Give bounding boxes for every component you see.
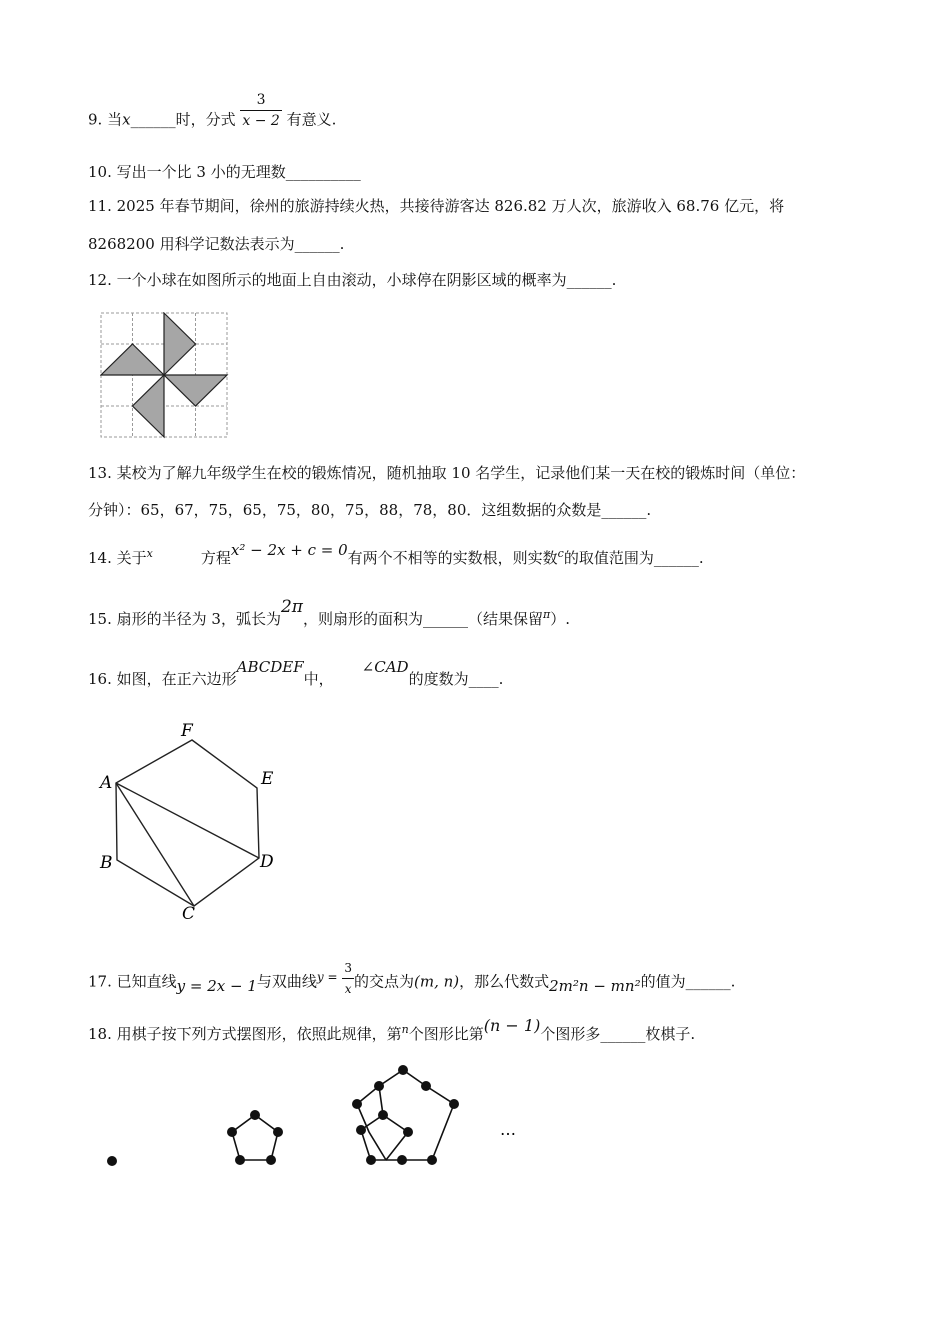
hexagon-figure xyxy=(95,718,295,928)
fig3-dot xyxy=(352,1099,362,1109)
label-C: C xyxy=(182,904,196,924)
ellipsis: … xyxy=(500,1120,516,1139)
fig3-dot xyxy=(366,1155,376,1165)
figure3-nested-pentagons xyxy=(357,1070,454,1160)
shaded-triangle-right xyxy=(164,375,227,406)
chess-pattern-figures xyxy=(95,1060,535,1180)
label-A: A xyxy=(100,773,113,793)
question-13-cont: 分钟）：65，67，75，65，75，80，75，88，78，80．这组数据的众数是______. xyxy=(88,501,652,519)
fig3-dot xyxy=(398,1065,408,1075)
fig3-dot xyxy=(397,1155,407,1165)
fig3-dot xyxy=(356,1125,366,1135)
question-9: 9. 当x______时，分式 $\frac{3}{x - 2}$ 有意义. xyxy=(88,92,337,129)
question-17: 17. 已知直线y = 2x − 1与双曲线$^{y =}$ $\frac{3}{x}$ 的交点为(m, n)，那么代数式2m²n − mn²的值为______. xyxy=(88,962,735,1003)
question-10: 10. 写出一个比 3 小的无理数__________ xyxy=(88,163,361,181)
figure1-dot xyxy=(107,1156,117,1166)
label-D: D xyxy=(260,852,274,872)
question-15: 15. 扇形的半径为 3，弧长为2π，则扇形的面积为______（结果保留$^\pi$）. xyxy=(88,597,570,628)
label-F: F xyxy=(181,721,193,741)
question-11-cont: 8268200 用科学记数法表示为______. xyxy=(88,235,345,253)
fig3-dot xyxy=(374,1081,384,1091)
shaded-triangle-top xyxy=(164,313,196,375)
question-18: 18. 用棋子按下列方式摆图形，依照此规律，第$^n$个图形比第(n − 1)个图形多______枚棋子. xyxy=(88,1016,696,1043)
question-12: 12. 一个小球在如图所示的地面上自由滚动，小球停在阴影区域的概率为______. xyxy=(88,271,617,289)
shaded-triangle-bottom xyxy=(133,375,165,437)
fig3-dot xyxy=(427,1155,437,1165)
question-16: 16. 如图，在正六边形ABCDEF中，∠CAD的度数为____. xyxy=(88,658,504,688)
fig3-dot xyxy=(421,1081,431,1091)
shaded-triangle-left xyxy=(101,344,164,375)
fig3-dot xyxy=(403,1127,413,1137)
diagonal-AC xyxy=(116,783,194,906)
label-B: B xyxy=(100,853,113,873)
hyperbola-fraction: $\frac{3}{x}$ xyxy=(342,958,354,999)
question-11: 11. 2025 年春节期间，徐州的旅游持续火热，共接待游客达 826.82 万人次，旅游收入 68.76 亿元，将 xyxy=(88,197,785,215)
question-13: 13. 某校为了解九年级学生在校的锻炼情况，随机抽取 10 名学生，记录他们某一天在校的锻炼时间（单位： xyxy=(88,464,806,482)
figure2-pentagon xyxy=(227,1110,283,1165)
question-14: 14. 关于$^x$ 方程x² − 2x + c = 0有两个不相等的实数根，则实数$^c$的取值范围为______. xyxy=(88,541,704,567)
pinwheel-grid-figure xyxy=(100,312,230,440)
fig3-dot xyxy=(449,1099,459,1109)
hexagon-outline xyxy=(116,740,259,906)
fig3-dot xyxy=(378,1110,388,1120)
fraction: $\frac{3}{x - 2}$ xyxy=(242,92,280,129)
diagonal-AD xyxy=(116,783,259,858)
label-E: E xyxy=(261,769,274,789)
